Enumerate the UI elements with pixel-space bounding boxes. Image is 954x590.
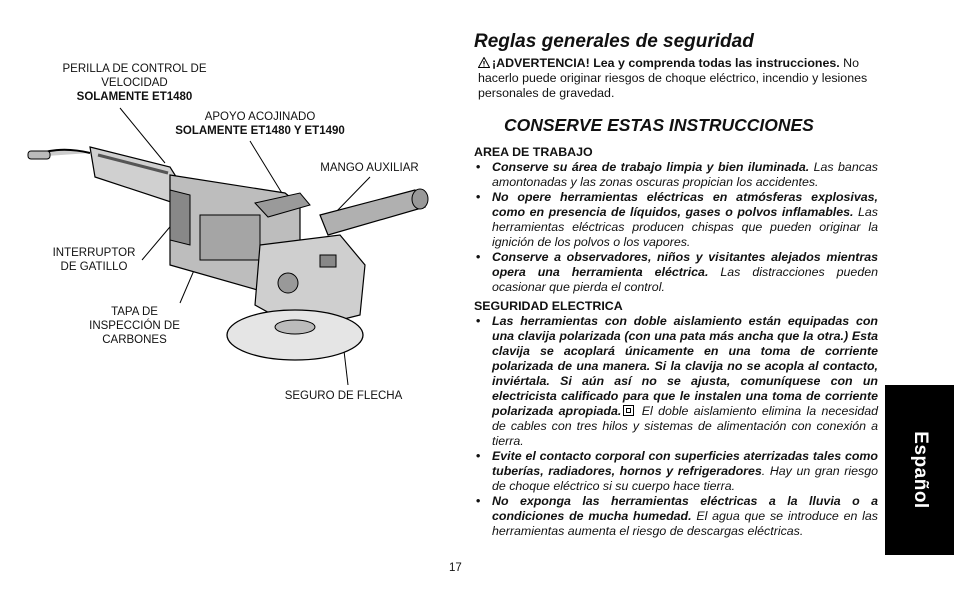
work-area-list — [474, 160, 878, 295]
language-tab — [885, 385, 954, 555]
safety-rules-column — [474, 30, 878, 539]
list-item: • Conserve su área de trabajo limpia y bien iluminada. Las bancas amontonadas y las zonas oscuras propician los accidentes. — [476, 160, 878, 189]
item-bold: Las herramientas con doble aislamiento están equipadas con una clavija polarizada (con una pata más ancha que la otra.) Esta clavija se acoplará únicamente en una toma de corriente polarizada de una manera. Si la clavija no se acopla al contacto, inviértala. Si aún así no se ajusta, comuníquese con un electricista calificado para que le instalen una toma de corriente polarizada apropiada. — [492, 314, 878, 418]
page-number: 17 — [449, 562, 462, 574]
cushion-grip-text: APOYO ACOJINADO — [204, 111, 316, 123]
save-instructions-heading: CONSERVE ESTAS INSTRUCCIONES — [504, 115, 814, 135]
list-item: • Conserve a observadores, niños y visitantes alejados mientras opera una herramienta eléctrica. Las distracciones pueden ocasionar que pierda el control. — [476, 250, 879, 294]
label-brush-cap: TAPA DE INSPECCIÓN DE CARBONES — [89, 306, 180, 346]
label-trigger: INTERRUPTOR DE GATILLO — [52, 247, 136, 273]
item-bold: No opere herramientas eléctricas en atmósferas explosivas, como en presencia de líquidos, gases o polvos inflamables. — [492, 190, 878, 219]
item-text: El doble aislamiento elimina la necesidad de cables con tres hilos y sistemas de alimentación con conexión a tierra. — [492, 404, 878, 448]
item-text: . Hay un gran riesgo de choque eléctrico si su cuerpo hace tierra. — [492, 464, 878, 493]
warning-text: No hacerlo puede originar riesgos de choque eléctrico, incendio y lesiones personales de gravedad. — [478, 56, 868, 100]
list-item: • Las herramientas con doble aislamiento están equipadas con una clavija polarizada (con una pata más ancha que la otra.) Esta clavija se acoplará únicamente en una toma de corriente polarizada de una manera. Si la clavija no se acopla al contacto, inviértala. Si aún así no se ajusta, comuníquese con un electricista calificado para que le instalen una toma de corriente polarizada apropiada. El doble aislamiento elimina la necesidad de cables con tres hilos y sistemas de alimentación con conexión a tierra. — [476, 314, 878, 448]
warning-bold: ¡ADVERTENCIA! Lea y comprenda todas las instrucciones. — [492, 56, 840, 70]
language-tab-label: Español — [909, 431, 931, 509]
item-text: Las bancas amontonadas y las zonas oscuras propician los accidentes. — [492, 160, 878, 189]
page-title: Reglas generales de seguridad — [474, 31, 754, 52]
electrical-safety-heading: SEGURIDAD ELECTRICA — [474, 299, 623, 313]
label-aux-handle: MANGO AUXILIAR — [320, 162, 419, 174]
double-insulation-icon — [623, 405, 634, 416]
speed-control-text: PERILLA DE CONTROL DE VELOCIDAD — [62, 63, 207, 89]
item-bold: No exponga las herramientas eléctricas a la lluvia o a condiciones de mucha humedad. — [492, 494, 878, 523]
item-bold: Evite el contacto corporal con superficies aterrizadas tales como tuberías, radiadores, hornos y refrigeradores — [492, 449, 878, 478]
item-bold: Conserve a observadores, niños y visitantes alejados mientras opera una herramienta eléctrica. — [492, 250, 878, 279]
work-area-heading: AREA DE TRABAJO — [474, 145, 593, 159]
list-item: • No opere herramientas eléctricas en atmósferas explosivas, como en presencia de líquidos, gases o polvos inflamables. Las herramientas eléctricas producen chispas que pueden originar la ignición de los polvos o los vapores. — [476, 190, 879, 249]
label-spindle-lock: SEGURO DE FLECHA — [284, 390, 403, 402]
item-text: El agua que se introduce en las herramientas aumenta el riesgo de descargas eléctricas. — [492, 509, 878, 538]
electrical-list — [474, 314, 878, 539]
warning-triangle-icon — [478, 57, 490, 68]
item-text: Las distracciones pueden ocasionar que pierda el control. — [492, 265, 879, 294]
polisher-illustration — [20, 95, 440, 395]
list-item: • No exponga las herramientas eléctricas a la lluvia o a condiciones de mucha humedad. El agua que se introduce en las herramientas aumenta el riesgo de descargas eléctricas. — [476, 494, 878, 538]
warning-paragraph — [474, 56, 878, 101]
item-bold: Conserve su área de trabajo limpia y bien iluminada. — [492, 160, 810, 174]
speed-control-note: SOLAMENTE ET1480 — [76, 91, 193, 103]
list-item: • Evite el contacto corporal con superficies aterrizadas tales como tuberías, radiadores, hornos y refrigeradores. Hay un gran riesgo de choque eléctrico si su cuerpo hace tierra. — [476, 449, 878, 493]
cushion-grip-note: SOLAMENTE ET1480 Y ET1490 — [175, 125, 345, 137]
item-text: Las herramientas eléctricas producen chispas que pueden originar la ignición de los polvos o los vapores. — [492, 205, 879, 249]
